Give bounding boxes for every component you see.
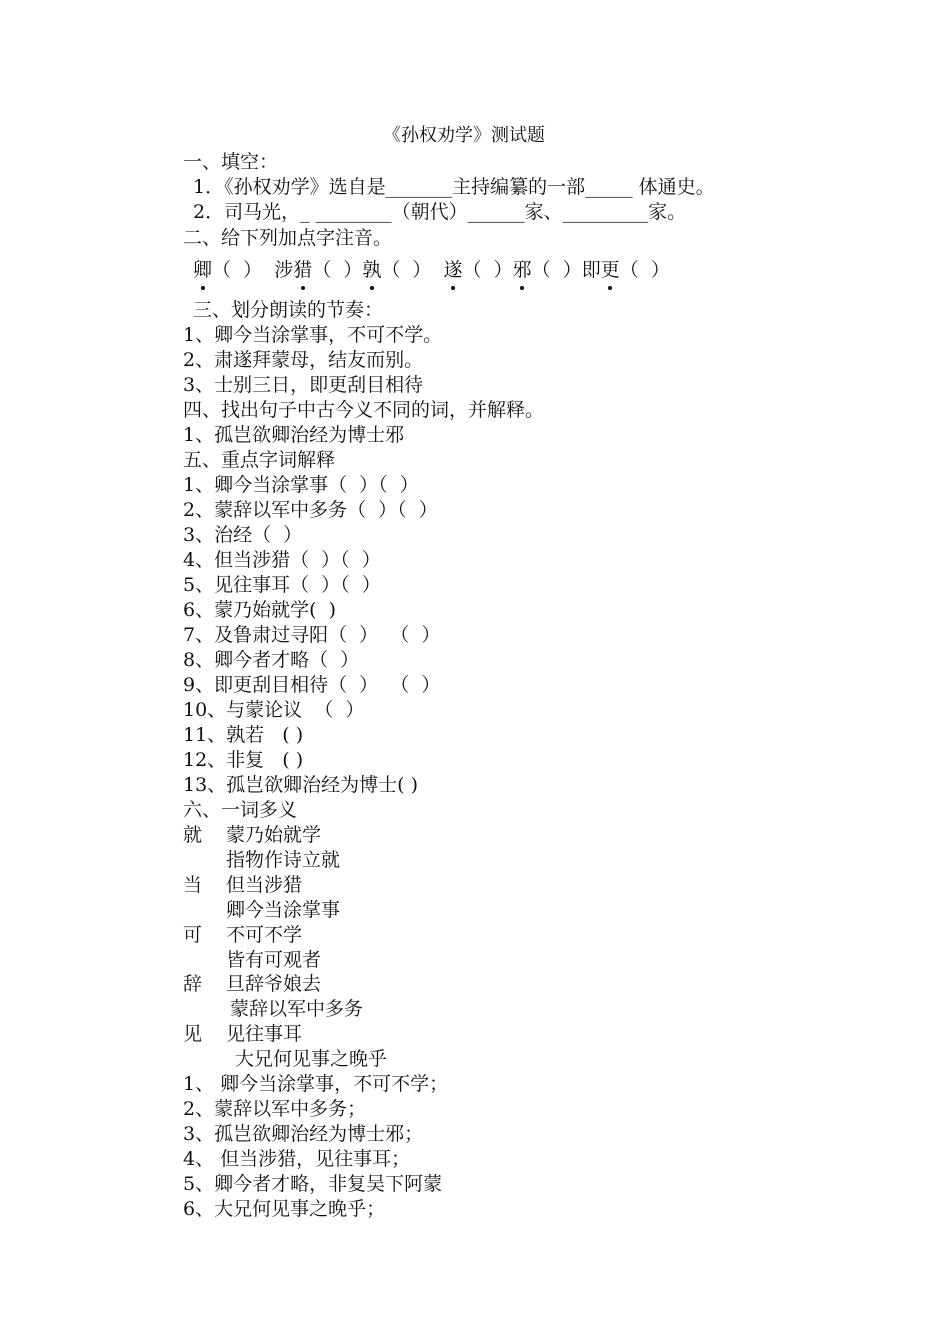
pinyin-item-list	[193, 258, 670, 282]
vocab-item: 4、但当涉猎（ ）（ ）	[183, 549, 381, 571]
section-6-heading: 六、一词多义	[183, 799, 298, 821]
dotted-char: 孰	[362, 259, 382, 281]
vocab-item: 10、与蒙论议 （ ）	[183, 699, 365, 721]
polysemy-usage: 蒙乃始就学	[226, 824, 322, 846]
section-1-heading: 一、填空：	[183, 151, 279, 173]
translation-item: 2、蒙辞以军中多务；	[183, 1098, 367, 1120]
dotted-char: 遂	[443, 259, 463, 281]
rhythm-item: 1、卿今当涂掌事，不可不学。	[183, 324, 443, 346]
section-2-heading: 二、给下列加点字注音。	[183, 227, 393, 249]
translation-item: 4、 但当涉猎，见往事耳；	[183, 1148, 411, 1170]
dotted-char: 更	[600, 259, 620, 281]
polysemy-usage: 旦辞爷娘去	[226, 973, 322, 995]
vocab-item: 1、卿今当涂掌事（ ）（ ）	[183, 474, 419, 496]
polysemy-usage: 大兄何见事之晚乎	[235, 1048, 388, 1070]
dotted-char: 邪	[512, 259, 532, 281]
polysemy-usage: 蒙辞以军中多务	[230, 998, 364, 1020]
pinyin-item: 遂（ ）	[443, 259, 513, 281]
vocab-item: 11、孰若 ( )	[183, 724, 304, 746]
polysemy-word: 可	[183, 924, 203, 946]
polysemy-word: 就	[183, 824, 203, 846]
polysemy-usage: 见往事耳	[226, 1023, 303, 1045]
dotted-char: 猎	[293, 259, 313, 281]
polysemy-usage: 但当涉猎	[226, 874, 303, 896]
fill-blank-question-2: 2．司马光，_ ________（朝代）______家、_________家。	[193, 201, 687, 223]
pinyin-item: 涉猎（ ）	[274, 259, 363, 281]
translation-item: 5、卿今者才略，非复吴下阿蒙	[183, 1173, 443, 1195]
section-4-heading: 四、找出句子中古今义不同的词，并解释。	[183, 399, 545, 421]
polysemy-usage: 皆有可观者	[226, 949, 322, 971]
rhythm-item: 3、士别三日，即更刮目相待	[183, 374, 424, 396]
vocab-item: 8、卿今者才略（ ）	[183, 649, 360, 671]
pinyin-item: 邪（ ）	[512, 259, 582, 281]
vocab-item: 3、治经（ ）	[183, 524, 303, 546]
polysemy-usage: 卿今当涂掌事	[226, 899, 341, 921]
polysemy-word: 辞	[183, 973, 203, 995]
vocab-item: 6、蒙乃始就学( )	[183, 599, 336, 621]
translation-item: 6、大兄何见事之晚乎；	[183, 1198, 386, 1220]
page-title: 《孙权劝学》测试题	[383, 125, 545, 146]
ancient-modern-item: 1、孤岂欲卿治经为博士邪	[183, 424, 405, 446]
vocab-item: 12、非复 ( )	[183, 749, 304, 771]
section-5-heading: 五、重点字词解释	[183, 449, 336, 471]
pinyin-item: 即更（ ）	[581, 259, 670, 281]
rhythm-item: 2、肃遂拜蒙母，结友而别。	[183, 349, 424, 371]
polysemy-word: 当	[183, 874, 203, 896]
fill-blank-question-1: 1．《孙权劝学》选自是_______主持编纂的一部_____ 体通史。	[193, 176, 715, 198]
translation-item: 1、 卿今当涂掌事，不可不学；	[183, 1073, 449, 1095]
vocab-item: 9、即更刮目相待（ ） （ ）	[183, 674, 441, 696]
vocab-item: 2、蒙辞以军中多务（ ）（ ）	[183, 499, 438, 521]
section-3-heading: 三、划分朗读的节奏：	[193, 299, 384, 321]
polysemy-usage: 指物作诗立就	[226, 849, 341, 871]
vocab-item: 13、孤岂欲卿治经为博士( )	[183, 774, 419, 796]
pinyin-item: 孰（ ）	[362, 259, 432, 281]
vocab-item: 7、及鲁肃过寻阳（ ） （ ）	[183, 624, 441, 646]
translation-item: 3、孤岂欲卿治经为博士邪；	[183, 1123, 424, 1145]
pinyin-item: 卿（ ）	[193, 259, 263, 281]
polysemy-usage: 不可不学	[226, 924, 303, 946]
dotted-char: 卿	[193, 259, 213, 281]
polysemy-word: 见	[183, 1023, 203, 1045]
vocab-item: 5、见往事耳（ ）（ ）	[183, 574, 381, 596]
